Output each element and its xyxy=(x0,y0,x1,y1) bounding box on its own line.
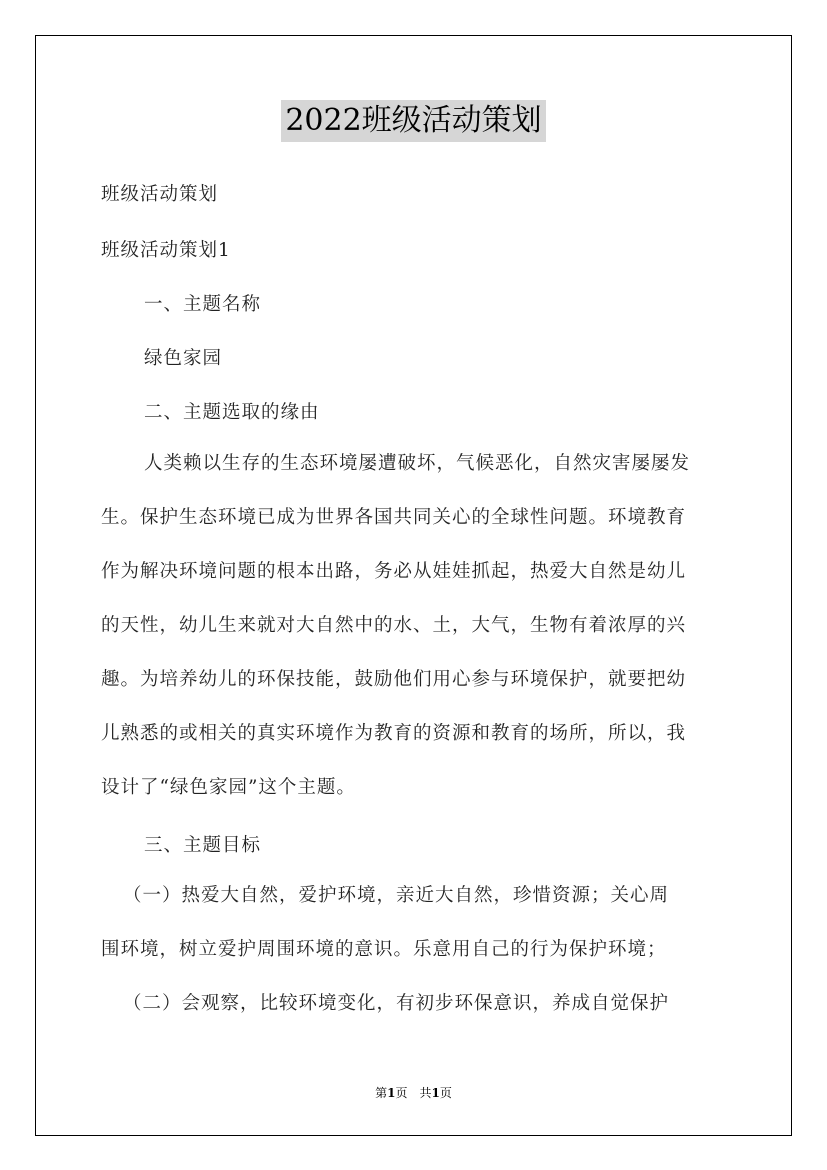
paragraph-line: 儿熟悉的或相关的真实环境作为教育的资源和教育的场所，所以，我 xyxy=(101,723,687,744)
footer-page-total: 1 xyxy=(431,1086,440,1100)
footer-prefix: 第 xyxy=(375,1086,388,1100)
goal-2-paragraph xyxy=(101,977,727,1031)
paragraph-line: 趣。为培养幼儿的环保技能，鼓励他们用心参与环境保护，就要把幼 xyxy=(101,669,687,690)
heading-activity-plan: 班级活动策划 xyxy=(101,184,219,205)
section-2-title: 二、主题选取的缘由 xyxy=(144,402,320,423)
heading-activity-plan-1: 班级活动策划1 xyxy=(101,240,231,261)
section-1-title: 一、主题名称 xyxy=(144,294,262,315)
page-footer xyxy=(0,1084,827,1101)
title-container xyxy=(0,100,827,142)
paragraph-line: （一）热爱大自然，爱护环境，亲近大自然，珍惜资源；关心周 xyxy=(123,885,670,906)
paragraph-line: 作为解决环境问题的根本出路，务必从娃娃抓起，热爱大自然是幼儿 xyxy=(101,561,687,582)
section-1-content: 绿色家园 xyxy=(144,348,223,369)
paragraph-line: 设计了“绿色家园”这个主题。 xyxy=(101,777,356,798)
paragraph-line: 人类赖以生存的生态环境屡遭破坏，气候恶化，自然灾害屡屡发 xyxy=(144,453,691,474)
footer-suffix: 页 xyxy=(439,1086,452,1100)
paragraph-line: 的天性，幼儿生来就对大自然中的水、土，大气，生物有着浓厚的兴 xyxy=(101,615,687,636)
paragraph-line: 生。保护生态环境已成为世界各国共同关心的全球性问题。环境教育 xyxy=(101,507,687,528)
document-title: 2022班级活动策划 xyxy=(281,100,545,142)
section-2-paragraph xyxy=(101,437,727,815)
goal-1-paragraph xyxy=(101,869,727,977)
paragraph-line: 围环境，树立爱护周围环境的意识。乐意用自己的行为保护环境； xyxy=(101,939,667,960)
footer-mid: 页 共 xyxy=(395,1086,432,1100)
footer-page-number: 1 xyxy=(387,1086,396,1100)
paragraph-line: （二）会观察，比较环境变化，有初步环保意识，养成自觉保护 xyxy=(123,993,670,1014)
section-3-title: 三、主题目标 xyxy=(144,835,262,856)
